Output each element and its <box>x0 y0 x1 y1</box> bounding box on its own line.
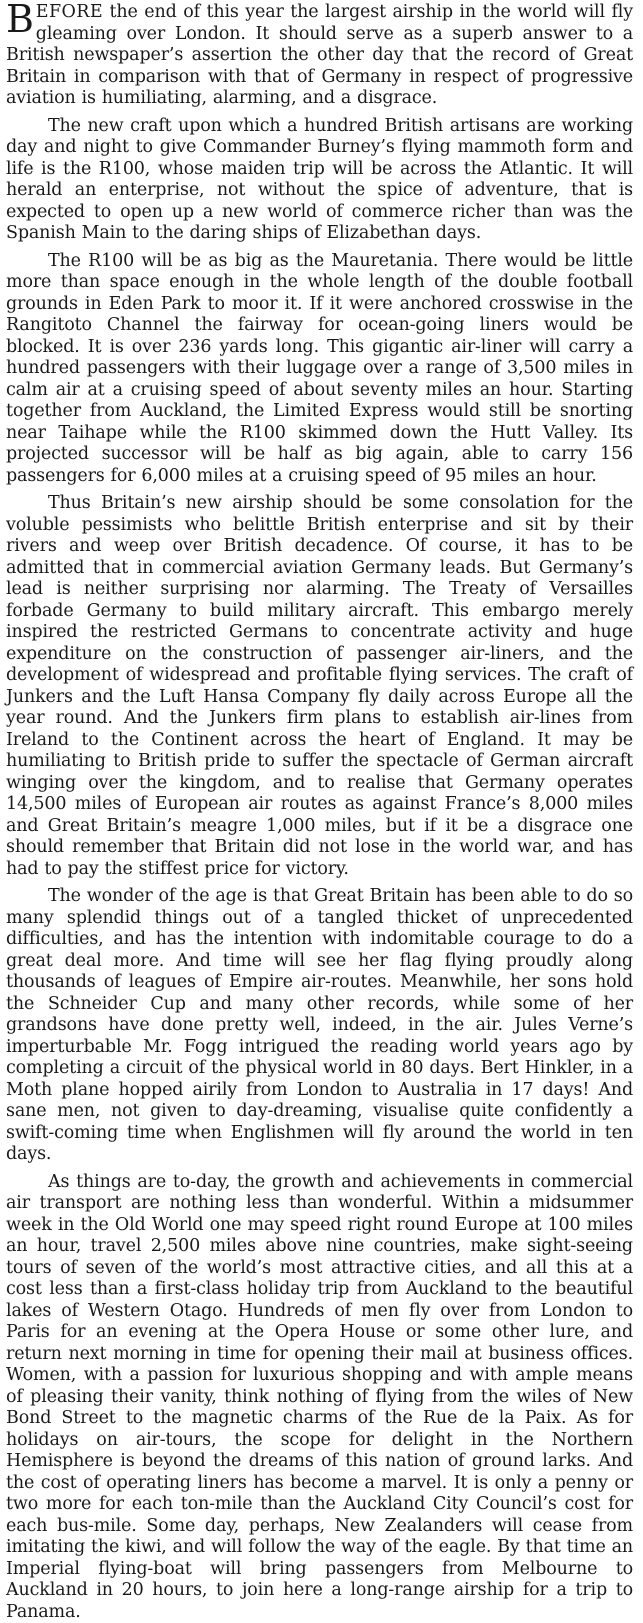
lead-in-caps: EFORE <box>36 2 103 22</box>
paragraph-text: Thus Britain’s new airship should be some consolation for the voluble pessimists who belittle British enterprise and sit by their rivers and weep over British decadence. Of course, it has to be admitted that in commercial aviation Germany leads. But Germany’s lead is neither surprising nor alarming. The Treaty of Versailles forbade Germany to build military aircraft. This embargo merely inspired the restricted Germans to concentrate activity and huge expenditure on the construction of passenger air-liners, and the development of widespread and profitable flying services. The craft of Junkers and the Luft Hansa Company fly daily across Europe all the year round. And the Junkers firm plans to establish air-lines from Ireland to the Continent across the heart of England. It may be humiliating to British pride to suffer the spectacle of German aircraft winging over the kingdom, and to realise that Germany operates 14,500 miles of European air routes as against France’s 8,000 miles and Great Britain’s meagre 1,000 miles, but if it be a disgrace one should remember that Britain did not lose in the world war, and has had to pay the stiffest price for victory. <box>6 493 633 879</box>
article-paragraph-1 <box>6 2 633 110</box>
paragraph-text: The wonder of the age is that Great Britain has been able to do so many splendid things out of a tangled thicket of unprecedented difficulties, and has the intention with indomitable courage to do a great deal more. And time will see her flag flying proudly along thousands of leagues of Empire air-routes. Meanwhile, her sons hold the Schneider Cup and many other records, while some of her grandsons have done pretty well, indeed, in the air. Jules Verne’s imperturbable Mr. Fogg intrigued the reading world years ago by completing a circuit of the physical world in 80 days. Bert Hinkler, in a Moth plane hopped airily from London to Australia in 17 days! And sane men, not given to day-dreaming, visualise quite confidently a swift-coming time when Englishmen will fly around the world in ten days. <box>6 886 633 1164</box>
paragraph-text: the end of this year the largest airship in the world will fly gleaming over London. It should serve as a superb answer to a British newspaper’s assertion the other day that the record of Great Britain in comparison with that of Germany in respect of progressive aviation is humiliating, alarming, and a disgrace. <box>6 2 633 108</box>
article-paragraph-3 <box>6 251 633 488</box>
article-paragraph-6 <box>6 1172 633 1623</box>
paragraph-text: The new craft upon which a hundred British artisans are working day and night to give Commander Burney’s flying mammoth form and life is the R100, whose maiden trip will be across the Atlantic. It will herald an enterprise, not without the spice of adventure, that is expected to open up a new world of commerce richer than was the Spanish Main to the daring ships of Elizabethan days. <box>6 116 633 244</box>
paragraph-text: The R100 will be as big as the Mauretania. There would be little more than space enough in the whole length of the double football grounds in Eden Park to moor it. If it were anchored crosswise in the Rangitoto Channel the fairway for ocean-going liners would be blocked. It is over 236 yards long. This gigantic air-liner will carry a hundred passengers with their luggage over a range of 3,500 miles in calm air at a cruising speed of about seventy miles an hour. Starting together from Auckland, the Limited Express would still be snorting near Taihape while the R100 skimmed down the Hutt Valley. Its projected successor will be half as big again, able to carry 156 passengers for 6,000 miles at a cruising speed of 95 miles an hour. <box>6 251 633 486</box>
drop-cap-letter: B <box>6 4 34 34</box>
article-paragraph-4 <box>6 493 633 880</box>
article-paragraph-5 <box>6 886 633 1166</box>
paragraph-text: As things are to-day, the growth and achievements in commercial air transport are nothing less than wonderful. Within a midsummer week in the Old World one may speed right round Europe at 100 miles an hour, travel 2,500 miles above nine countries, make sight-seeing tours of seven of the world’s most attractive cities, and all this at a cost less than a first-class holiday trip from Auckland to the beautiful lakes of Western Otago. Hundreds of men fly over from London to Paris for an evening at the Opera House or some other lure, and return next morning in time for opening their mail at business offices. Women, with a passion for luxurious shopping and with ample means of pleasing their vanity, think nothing of flying from the wiles of New Bond Street to the magnetic charms of the Rue de la Paix. As for holidays on air-tours, the scope for delight in the Northern Hemisphere is beyond the dreams of this nation of ground larks. And the cost of operating liners has become a marvel. It is only a penny or two more for each ton-mile than the Auckland City Council’s cost for each bus-mile. Some day, perhaps, New Zealanders will cease from imitating the kiwi, and will follow the way of the eagle. By that time an Imperial flying-boat will bring passengers from Melbourne to Auckland in 20 hours, to join here a long-range airship for a trip to Panama. <box>6 1172 633 1622</box>
article-paragraph-2 <box>6 116 633 245</box>
